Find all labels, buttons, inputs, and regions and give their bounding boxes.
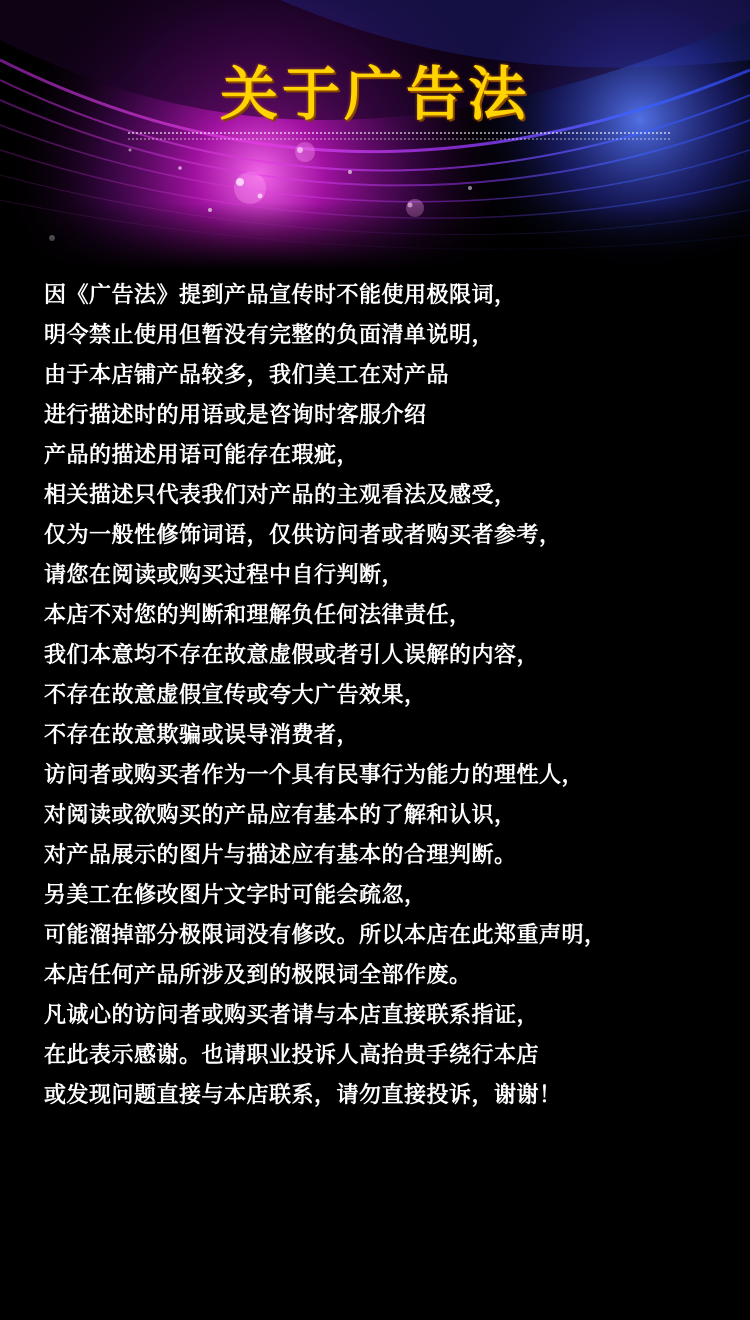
notice-line: 仅为一般性修饰词语，仅供访问者或者购买者参考，: [44, 523, 562, 548]
notice-line: 不存在故意欺骗或误导消费者，: [44, 723, 360, 748]
notice-line: 请您在阅读或购买过程中自行判断，: [44, 563, 405, 588]
notice-line: 因《广告法》提到产品宣传时不能使用极限词，: [44, 283, 517, 308]
notice-line: 访问者或购买者作为一个具有民事行为能力的理性人，: [44, 763, 585, 788]
page-title: 关于广告法: [219, 60, 530, 128]
notice-line: 或发现问题直接与本店联系，请勿直接投诉，谢谢！: [44, 1083, 562, 1108]
notice-line: 可能溜掉部分极限词没有修改。所以本店在此郑重声明，: [44, 923, 607, 948]
dotted-divider: [128, 128, 670, 144]
notice-line: 我们本意均不存在故意虚假或者引人误解的内容，: [44, 643, 540, 668]
notice-line: 另美工在修改图片文字时可能会疏忽，: [44, 883, 427, 908]
notice-line: 由于本店铺产品较多，我们美工在对产品: [44, 363, 450, 388]
notice-line: 对产品展示的图片与描述应有基本的合理判断。: [44, 843, 517, 868]
notice-line: 进行描述时的用语或是咨询时客服介绍: [44, 403, 427, 428]
notice-line: 在此表示感谢。也请职业投诉人高抬贵手绕行本店: [44, 1043, 540, 1068]
notice-line: 凡诚心的访问者或购买者请与本店直接联系指证，: [44, 1003, 540, 1028]
notice-line: 本店不对您的判断和理解负任何法律责任，: [44, 603, 472, 628]
notice-line: 对阅读或欲购买的产品应有基本的了解和认识，: [44, 803, 517, 828]
notice-line: 本店任何产品所涉及到的极限词全部作废。: [44, 963, 472, 988]
notice-line: 不存在故意虚假宣传或夸大广告效果，: [44, 683, 427, 708]
notice-line: 相关描述只代表我们对产品的主观看法及感受，: [44, 483, 517, 508]
notice-text: [44, 276, 734, 1116]
notice-line: 明令禁止使用但暂没有完整的负面清单说明，: [44, 323, 495, 348]
notice-line: 产品的描述用语可能存在瑕疵，: [44, 443, 360, 468]
